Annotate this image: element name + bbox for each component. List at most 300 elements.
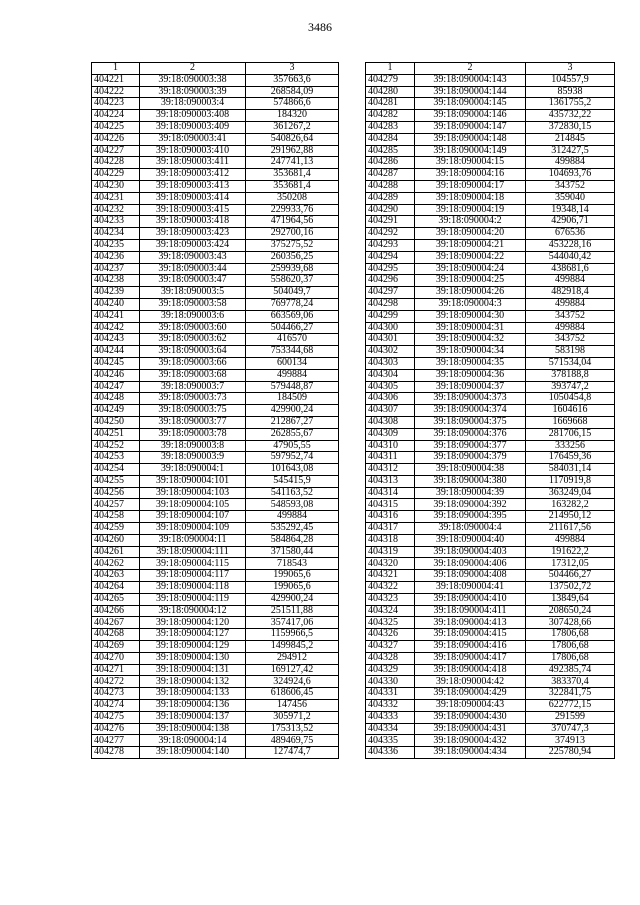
- table-row: [92, 605, 339, 617]
- row-number-cell: 404291: [366, 216, 415, 228]
- table-row: [92, 74, 339, 86]
- value-cell: 259939,68: [246, 263, 339, 275]
- row-number-cell: 404328: [366, 652, 415, 664]
- value-cell: 499884: [526, 157, 615, 169]
- value-cell: 101643,08: [246, 464, 339, 476]
- value-cell: 504466,27: [246, 322, 339, 334]
- value-cell: 19348,14: [526, 204, 615, 216]
- table-row: [92, 428, 339, 440]
- value-cell: 292700,16: [246, 228, 339, 240]
- table-row: [366, 228, 615, 240]
- value-cell: 429900,24: [246, 593, 339, 605]
- table-row: [92, 157, 339, 169]
- row-number-cell: 404271: [92, 664, 140, 676]
- row-number-cell: 404273: [92, 688, 140, 700]
- cadastral-number-cell: 39:18:090004:149: [415, 145, 526, 157]
- table-row: [366, 239, 615, 251]
- table-row: [366, 747, 615, 759]
- cadastral-number-cell: 39:18:090004:408: [415, 570, 526, 582]
- cadastral-number-cell: 39:18:090004:4: [415, 523, 526, 535]
- table-row: [92, 641, 339, 653]
- row-number-cell: 404309: [366, 428, 415, 440]
- row-number-cell: 404267: [92, 617, 140, 629]
- cadastral-number-cell: 39:18:090004:430: [415, 711, 526, 723]
- table-row: [92, 287, 339, 299]
- row-number-cell: 404272: [92, 676, 140, 688]
- table-row: [92, 369, 339, 381]
- row-number-cell: 404225: [92, 121, 140, 133]
- value-cell: 663569,06: [246, 310, 339, 322]
- table-row: [366, 652, 615, 664]
- row-number-cell: 404237: [92, 263, 140, 275]
- cadastral-number-cell: 39:18:090004:3: [415, 298, 526, 310]
- table-row: [92, 110, 339, 122]
- table-row: [366, 723, 615, 735]
- row-number-cell: 404331: [366, 688, 415, 700]
- row-number-cell: 404312: [366, 464, 415, 476]
- value-cell: 361267,2: [246, 121, 339, 133]
- value-cell: 1170919,8: [526, 475, 615, 487]
- cadastral-number-cell: 39:18:090004:147: [415, 121, 526, 133]
- table-row: [92, 346, 339, 358]
- row-number-cell: 404238: [92, 275, 140, 287]
- row-number-cell: 404335: [366, 735, 415, 747]
- cadastral-number-cell: 39:18:090004:406: [415, 558, 526, 570]
- cadastral-number-cell: 39:18:090004:109: [140, 523, 246, 535]
- table-row: [92, 275, 339, 287]
- row-number-cell: 404304: [366, 369, 415, 381]
- row-number-cell: 404286: [366, 157, 415, 169]
- cadastral-number-cell: 39:18:090003:39: [140, 86, 246, 98]
- value-cell: 504466,27: [526, 570, 615, 582]
- row-number-cell: 404299: [366, 310, 415, 322]
- cadastral-number-cell: 39:18:090003:7: [140, 381, 246, 393]
- table-row: [366, 357, 615, 369]
- value-cell: 579448,87: [246, 381, 339, 393]
- row-number-cell: 404297: [366, 287, 415, 299]
- table-row: [366, 487, 615, 499]
- table-row: [92, 475, 339, 487]
- table-row: [366, 735, 615, 747]
- table-row: [92, 334, 339, 346]
- value-cell: 453228,16: [526, 239, 615, 251]
- cadastral-number-cell: 39:18:090004:20: [415, 228, 526, 240]
- value-cell: 1499845,2: [246, 641, 339, 653]
- cadastral-number-cell: 39:18:090004:413: [415, 617, 526, 629]
- cadastral-number-cell: 39:18:090004:39: [415, 487, 526, 499]
- cadastral-number-cell: 39:18:090004:392: [415, 499, 526, 511]
- row-number-cell: 404247: [92, 381, 140, 393]
- table-row: [92, 381, 339, 393]
- table-row: [92, 629, 339, 641]
- row-number-cell: 404270: [92, 652, 140, 664]
- row-number-cell: 404264: [92, 582, 140, 594]
- cadastral-number-cell: 39:18:090003:409: [140, 121, 246, 133]
- table-row: [366, 275, 615, 287]
- row-number-cell: 404231: [92, 192, 140, 204]
- cadastral-number-cell: 39:18:090004:17: [415, 180, 526, 192]
- value-cell: 17312,05: [526, 558, 615, 570]
- row-number-cell: 404322: [366, 582, 415, 594]
- row-number-cell: 404310: [366, 440, 415, 452]
- row-number-cell: 404293: [366, 239, 415, 251]
- value-cell: 184509: [246, 393, 339, 405]
- table-row: [366, 251, 615, 263]
- row-number-cell: 404284: [366, 133, 415, 145]
- cadastral-number-cell: 39:18:090004:40: [415, 534, 526, 546]
- cadastral-number-cell: 39:18:090003:62: [140, 334, 246, 346]
- cadastral-number-cell: 39:18:090004:118: [140, 582, 246, 594]
- row-number-cell: 404313: [366, 475, 415, 487]
- value-cell: 1050454,8: [526, 393, 615, 405]
- cadastral-number-cell: 39:18:090004:14: [140, 735, 246, 747]
- table-row: [366, 405, 615, 417]
- row-number-cell: 404292: [366, 228, 415, 240]
- table-row: [92, 169, 339, 181]
- row-number-cell: 404278: [92, 747, 140, 759]
- cadastral-number-cell: 39:18:090004:32: [415, 334, 526, 346]
- value-cell: 1669668: [526, 416, 615, 428]
- cadastral-number-cell: 39:18:090004:115: [140, 558, 246, 570]
- cadastral-number-cell: 39:18:090004:137: [140, 711, 246, 723]
- column-header: 2: [415, 63, 526, 75]
- value-cell: 435732,22: [526, 110, 615, 122]
- value-cell: 363249,04: [526, 487, 615, 499]
- table-row: [92, 487, 339, 499]
- cadastral-number-cell: 39:18:090003:66: [140, 357, 246, 369]
- table-row: [366, 180, 615, 192]
- table-row: [366, 546, 615, 558]
- value-cell: 291962,88: [246, 145, 339, 157]
- row-number-cell: 404296: [366, 275, 415, 287]
- row-number-cell: 404336: [366, 747, 415, 759]
- table-row: [92, 511, 339, 523]
- row-number-cell: 404269: [92, 641, 140, 653]
- row-number-cell: 404330: [366, 676, 415, 688]
- left-table: [91, 62, 339, 759]
- row-number-cell: 404288: [366, 180, 415, 192]
- cadastral-number-cell: 39:18:090004:21: [415, 239, 526, 251]
- value-cell: 13849,64: [526, 593, 615, 605]
- value-cell: 47905,55: [246, 440, 339, 452]
- table-row: [366, 700, 615, 712]
- cadastral-number-cell: 39:18:090004:148: [415, 133, 526, 145]
- cadastral-number-cell: 39:18:090004:434: [415, 747, 526, 759]
- cadastral-number-cell: 39:18:090003:9: [140, 452, 246, 464]
- cadastral-number-cell: 39:18:090004:35: [415, 357, 526, 369]
- row-number-cell: 404230: [92, 180, 140, 192]
- value-cell: 260356,25: [246, 251, 339, 263]
- value-cell: 359040: [526, 192, 615, 204]
- value-cell: 372830,15: [526, 121, 615, 133]
- row-number-cell: 404323: [366, 593, 415, 605]
- value-cell: 584864,28: [246, 534, 339, 546]
- cadastral-number-cell: 39:18:090004:377: [415, 440, 526, 452]
- row-number-cell: 404325: [366, 617, 415, 629]
- table-row: [92, 239, 339, 251]
- table-row: [92, 192, 339, 204]
- table-row: [92, 180, 339, 192]
- cadastral-number-cell: 39:18:090004:431: [415, 723, 526, 735]
- cadastral-number-cell: 39:18:090004:130: [140, 652, 246, 664]
- row-number-cell: 404265: [92, 593, 140, 605]
- row-number-cell: 404254: [92, 464, 140, 476]
- value-cell: 1604616: [526, 405, 615, 417]
- value-cell: 281706,15: [526, 428, 615, 440]
- value-cell: 489469,75: [246, 735, 339, 747]
- row-number-cell: 404226: [92, 133, 140, 145]
- value-cell: 350208: [246, 192, 339, 204]
- row-number-cell: 404320: [366, 558, 415, 570]
- value-cell: 357417,06: [246, 617, 339, 629]
- cadastral-number-cell: 39:18:090003:58: [140, 298, 246, 310]
- cadastral-number-cell: 39:18:090004:416: [415, 641, 526, 653]
- cadastral-number-cell: 39:18:090003:77: [140, 416, 246, 428]
- value-cell: 429900,24: [246, 405, 339, 417]
- table-row: [92, 664, 339, 676]
- cadastral-number-cell: 39:18:090004:26: [415, 287, 526, 299]
- table-row: [92, 688, 339, 700]
- value-cell: 618606,45: [246, 688, 339, 700]
- row-number-cell: 404316: [366, 511, 415, 523]
- value-cell: 176459,36: [526, 452, 615, 464]
- table-row: [92, 464, 339, 476]
- table-row: [366, 346, 615, 358]
- value-cell: 212867,27: [246, 416, 339, 428]
- table-row: [366, 322, 615, 334]
- cadastral-number-cell: 39:18:090004:111: [140, 546, 246, 558]
- value-cell: 343752: [526, 310, 615, 322]
- value-cell: 375275,52: [246, 239, 339, 251]
- cadastral-number-cell: 39:18:090004:15: [415, 157, 526, 169]
- row-number-cell: 404233: [92, 216, 140, 228]
- row-number-cell: 404229: [92, 169, 140, 181]
- cadastral-number-cell: 39:18:090004:18: [415, 192, 526, 204]
- cadastral-number-cell: 39:18:090003:6: [140, 310, 246, 322]
- table-row: [366, 393, 615, 405]
- row-number-cell: 404294: [366, 251, 415, 263]
- row-number-cell: 404290: [366, 204, 415, 216]
- table-row: [366, 617, 615, 629]
- cadastral-number-cell: 39:18:090003:64: [140, 346, 246, 358]
- value-cell: 541163,52: [246, 487, 339, 499]
- value-cell: 307428,66: [526, 617, 615, 629]
- cadastral-number-cell: 39:18:090004:16: [415, 169, 526, 181]
- value-cell: 357663,6: [246, 74, 339, 86]
- value-cell: 535292,45: [246, 523, 339, 535]
- table-row: [92, 357, 339, 369]
- row-number-cell: 404303: [366, 357, 415, 369]
- value-cell: 769778,24: [246, 298, 339, 310]
- table-row: [366, 133, 615, 145]
- value-cell: 214950,12: [526, 511, 615, 523]
- table-row: [366, 86, 615, 98]
- cadastral-number-cell: 39:18:090004:30: [415, 310, 526, 322]
- row-number-cell: 404258: [92, 511, 140, 523]
- column-header: 1: [92, 63, 140, 75]
- table-row: [92, 405, 339, 417]
- row-number-cell: 404287: [366, 169, 415, 181]
- cadastral-number-cell: 39:18:090003:423: [140, 228, 246, 240]
- table-row: [92, 133, 339, 145]
- cadastral-number-cell: 39:18:090003:411: [140, 157, 246, 169]
- row-number-cell: 404314: [366, 487, 415, 499]
- value-cell: 353681,4: [246, 169, 339, 181]
- value-cell: 471964,56: [246, 216, 339, 228]
- table-row: [366, 629, 615, 641]
- row-number-cell: 404327: [366, 641, 415, 653]
- row-number-cell: 404281: [366, 98, 415, 110]
- cadastral-number-cell: 39:18:090003:4: [140, 98, 246, 110]
- row-number-cell: 404242: [92, 322, 140, 334]
- row-number-cell: 404257: [92, 499, 140, 511]
- table-row: [92, 310, 339, 322]
- row-number-cell: 404317: [366, 523, 415, 535]
- table-row: [366, 523, 615, 535]
- value-cell: 175313,52: [246, 723, 339, 735]
- row-number-cell: 404235: [92, 239, 140, 251]
- table-row: [92, 251, 339, 263]
- value-cell: 343752: [526, 334, 615, 346]
- value-cell: 312427,5: [526, 145, 615, 157]
- table-row: [366, 298, 615, 310]
- table-header-row: [366, 63, 615, 75]
- cadastral-number-cell: 39:18:090004:418: [415, 664, 526, 676]
- value-cell: 247741,13: [246, 157, 339, 169]
- row-number-cell: 404256: [92, 487, 140, 499]
- table-row: [92, 523, 339, 535]
- value-cell: 17806,68: [526, 652, 615, 664]
- row-number-cell: 404252: [92, 440, 140, 452]
- value-cell: 482918,4: [526, 287, 615, 299]
- value-cell: 199065,6: [246, 570, 339, 582]
- row-number-cell: 404279: [366, 74, 415, 86]
- table-row: [92, 145, 339, 157]
- row-number-cell: 404324: [366, 605, 415, 617]
- cadastral-number-cell: 39:18:090004:133: [140, 688, 246, 700]
- cadastral-number-cell: 39:18:090004:1: [140, 464, 246, 476]
- value-cell: 322841,75: [526, 688, 615, 700]
- cadastral-number-cell: 39:18:090004:120: [140, 617, 246, 629]
- value-cell: 1159966,5: [246, 629, 339, 641]
- row-number-cell: 404333: [366, 711, 415, 723]
- value-cell: 584031,14: [526, 464, 615, 476]
- cadastral-number-cell: 39:18:090004:376: [415, 428, 526, 440]
- page-number: 3486: [308, 20, 332, 34]
- cadastral-number-cell: 39:18:090004:31: [415, 322, 526, 334]
- value-cell: 545415,9: [246, 475, 339, 487]
- table-row: [366, 558, 615, 570]
- value-cell: 499884: [526, 534, 615, 546]
- table-row: [366, 605, 615, 617]
- left-table-body: [92, 74, 339, 758]
- table-row: [92, 499, 339, 511]
- table-row: [92, 298, 339, 310]
- value-cell: 499884: [246, 511, 339, 523]
- table-row: [92, 582, 339, 594]
- table-row: [366, 641, 615, 653]
- table-row: [92, 534, 339, 546]
- cadastral-number-cell: 39:18:090004:145: [415, 98, 526, 110]
- value-cell: 676536: [526, 228, 615, 240]
- row-number-cell: 404301: [366, 334, 415, 346]
- table-row: [366, 428, 615, 440]
- row-number-cell: 404263: [92, 570, 140, 582]
- row-number-cell: 404221: [92, 74, 140, 86]
- cadastral-number-cell: 39:18:090003:413: [140, 180, 246, 192]
- cadastral-number-cell: 39:18:090004:41: [415, 582, 526, 594]
- table-row: [92, 735, 339, 747]
- row-number-cell: 404280: [366, 86, 415, 98]
- value-cell: 374913: [526, 735, 615, 747]
- cadastral-number-cell: 39:18:090003:414: [140, 192, 246, 204]
- value-cell: 499884: [526, 298, 615, 310]
- row-number-cell: 404334: [366, 723, 415, 735]
- table-row: [92, 676, 339, 688]
- value-cell: 600134: [246, 357, 339, 369]
- row-number-cell: 404259: [92, 523, 140, 535]
- cadastral-number-cell: 39:18:090003:410: [140, 145, 246, 157]
- value-cell: 17806,68: [526, 641, 615, 653]
- column-header: 1: [366, 63, 415, 75]
- table-row: [92, 440, 339, 452]
- table-row: [366, 440, 615, 452]
- cadastral-number-cell: 39:18:090004:12: [140, 605, 246, 617]
- cadastral-number-cell: 39:18:090003:47: [140, 275, 246, 287]
- row-number-cell: 404283: [366, 121, 415, 133]
- cadastral-number-cell: 39:18:090004:22: [415, 251, 526, 263]
- right-table-body: [366, 74, 615, 758]
- row-number-cell: 404232: [92, 204, 140, 216]
- value-cell: 137502,72: [526, 582, 615, 594]
- value-cell: 184320: [246, 110, 339, 122]
- value-cell: 169127,42: [246, 664, 339, 676]
- value-cell: 383370,4: [526, 676, 615, 688]
- cadastral-number-cell: 39:18:090004:105: [140, 499, 246, 511]
- table-row: [366, 216, 615, 228]
- value-cell: 268584,09: [246, 86, 339, 98]
- table-row: [92, 652, 339, 664]
- row-number-cell: 404244: [92, 346, 140, 358]
- table-row: [366, 110, 615, 122]
- value-cell: 378188,8: [526, 369, 615, 381]
- table-row: [366, 570, 615, 582]
- value-cell: 622772,15: [526, 700, 615, 712]
- cadastral-number-cell: 39:18:090004:25: [415, 275, 526, 287]
- row-number-cell: 404243: [92, 334, 140, 346]
- row-number-cell: 404295: [366, 263, 415, 275]
- value-cell: 104693,76: [526, 169, 615, 181]
- table-row: [92, 393, 339, 405]
- value-cell: 229933,76: [246, 204, 339, 216]
- value-cell: 343752: [526, 180, 615, 192]
- table-row: [92, 570, 339, 582]
- row-number-cell: 404302: [366, 346, 415, 358]
- row-number-cell: 404319: [366, 546, 415, 558]
- table-row: [366, 145, 615, 157]
- cadastral-number-cell: 39:18:090004:2: [415, 216, 526, 228]
- row-number-cell: 404239: [92, 287, 140, 299]
- cadastral-number-cell: 39:18:090003:5: [140, 287, 246, 299]
- cadastral-number-cell: 39:18:090004:380: [415, 475, 526, 487]
- value-cell: 211617,56: [526, 523, 615, 535]
- table-row: [92, 416, 339, 428]
- table-row: [366, 74, 615, 86]
- table-row: [366, 381, 615, 393]
- cadastral-number-cell: 39:18:090004:417: [415, 652, 526, 664]
- value-cell: 416570: [246, 334, 339, 346]
- row-number-cell: 404262: [92, 558, 140, 570]
